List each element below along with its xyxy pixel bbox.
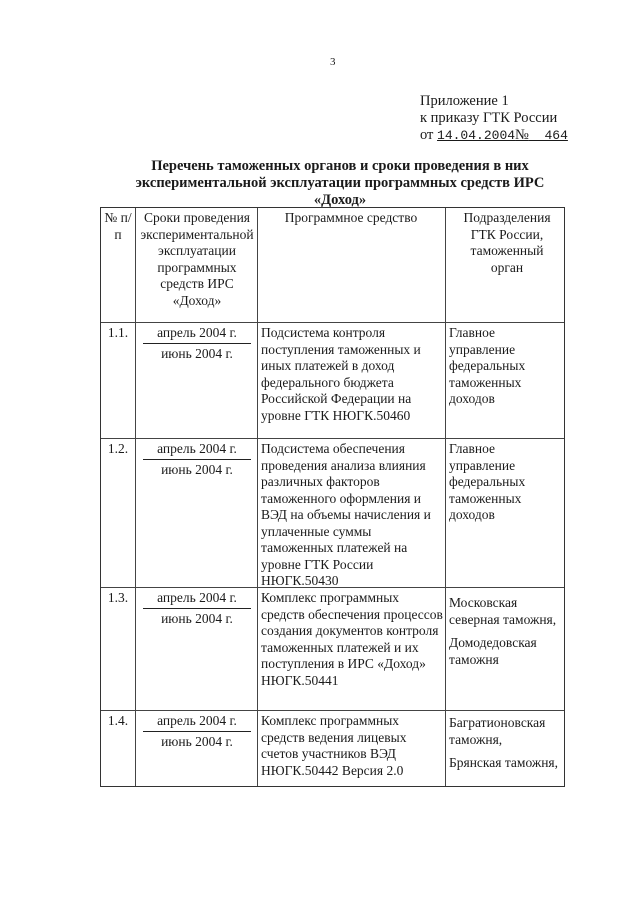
header-period: Сроки проведения экспериментальной эксплуатации программных средств ИРС «Доход» <box>140 210 254 308</box>
header-unit: Подразделения ГТК России, таможенный орган <box>463 210 551 275</box>
period-end: июнь 2004 г. <box>161 610 233 626</box>
column-divider <box>445 208 446 786</box>
row-number: 1.4. <box>107 713 129 728</box>
row-software: Комплекс программных средств ведения лицевых счетов участников ВЭД НЮГК.50442 Версия 2.0 <box>261 713 407 778</box>
row-unit <box>449 715 563 779</box>
row-period <box>137 590 257 627</box>
title-line-3: «Доход» <box>313 192 367 208</box>
row-number: 1.3. <box>107 590 129 605</box>
title-line-1: Перечень таможенных органов и сроки проведения в них <box>151 158 529 174</box>
row-software: Подсистема обеспечения проведения анализа влияния различных факторов таможенного оформления и ВЭД на объемы начисления и уплаченные суммы таможенных платежей на уровне ГТК России НЮГК.50430 <box>261 441 431 588</box>
document-title <box>130 158 550 209</box>
customs-table <box>100 207 565 787</box>
period-start: апрель 2004 г. <box>143 441 251 460</box>
page-number: 3 <box>330 56 336 68</box>
number-prefix: № <box>515 127 529 143</box>
row-number: 1.2. <box>107 441 129 456</box>
period-start: апрель 2004 г. <box>143 590 251 609</box>
appendix-line-1: Приложение 1 <box>420 93 509 109</box>
row-divider <box>101 710 564 711</box>
row-period <box>137 325 257 362</box>
row-unit <box>449 595 561 675</box>
row-software: Подсистема контроля поступления таможенных и иных платежей в доход федерального бюджета Российской Федерации на уровне ГТК НЮГК.50460 <box>261 325 421 423</box>
row-number: 1.1. <box>107 325 129 340</box>
appendix-line-2: к приказу ГТК России <box>420 110 558 126</box>
unit-item: Главное управление федеральных таможенных доходов <box>449 325 526 406</box>
unit-item: Домодедовская таможня <box>449 635 537 667</box>
row-period <box>137 713 257 750</box>
row-period <box>137 441 257 478</box>
date-prefix: от <box>420 127 434 143</box>
unit-item: Главное управление федеральных таможенных доходов <box>449 441 526 522</box>
row-divider <box>101 438 564 439</box>
column-divider <box>135 208 136 786</box>
unit-item: Брянская таможня, <box>449 755 559 770</box>
order-number: 464 <box>544 128 568 143</box>
row-software: Комплекс программных средств обеспечения процессов создания документов контроля таможенных платежей и их поступления в ИРС «Доход» НЮГК.50441 <box>261 590 443 688</box>
row-unit <box>449 325 559 415</box>
header-num: № п/п <box>104 210 132 242</box>
period-start: апрель 2004 г. <box>143 713 251 732</box>
order-date: 14.04.2004 <box>437 128 516 143</box>
unit-item: Московская северная таможня, <box>449 595 557 627</box>
header-software: Программное средство <box>284 210 418 225</box>
row-unit <box>449 441 559 531</box>
period-end: июнь 2004 г. <box>161 461 233 477</box>
unit-item: Багратионовская таможня, <box>449 715 546 747</box>
period-end: июнь 2004 г. <box>161 345 233 361</box>
column-divider <box>257 208 258 786</box>
appendix-header <box>420 93 568 144</box>
appendix-order-line <box>420 127 568 144</box>
row-divider <box>101 322 564 323</box>
period-start: апрель 2004 г. <box>143 325 251 344</box>
title-line-2: экспериментальной эксплуатации программных средств ИРС <box>135 175 545 191</box>
period-end: июнь 2004 г. <box>161 733 233 749</box>
